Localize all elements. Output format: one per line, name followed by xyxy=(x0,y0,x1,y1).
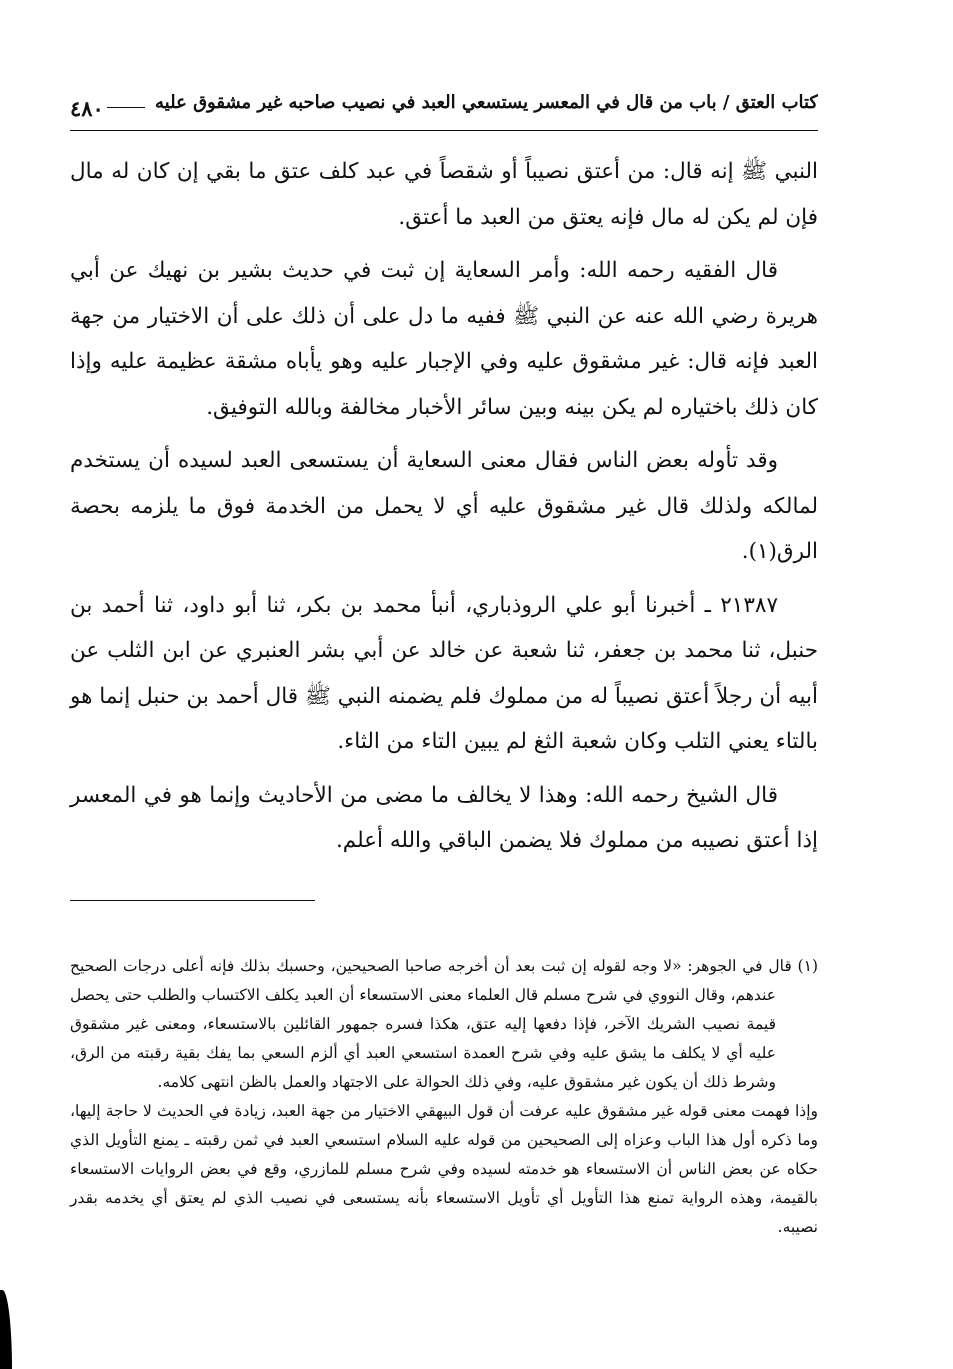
paragraph-4: ٢١٣٨٧ ـ أخبرنا أبو علي الروذباري، أنبأ محمد بن بكر، ثنا أبو داود، ثنا أحمد بن حنبل، ثنا محمد بن جعفر، ثنا شعبة عن خالد عن أبي بشر العنبري عن ابن الثلب عن أبيه أن رجلاً أعتق نصيباً له من مملوك فلم يضمنه النبي ﷺ قال أحمد بن حنبل إنما هو بالتاء يعني التلب وكان شعبة الثغ لم يبين التاء من الثاء. xyxy=(70,592,818,754)
main-text xyxy=(70,149,818,864)
paragraph-1: النبي ﷺ إنه قال: من أعتق نصيباً أو شقصاً في عبد كلف عتق ما بقي إن كان له مال فإن لم يكن له مال فإنه يعتق من العبد ما أعتق. xyxy=(70,159,818,230)
running-header xyxy=(70,92,818,131)
page-number: ٤٨٠ xyxy=(70,96,104,121)
footnote-separator xyxy=(70,900,315,901)
paragraph-2: قال الفقيه رحمه الله: وأمر السعاية إن ثبت في حديث بشير بن نهيك عن أبي هريرة رضي الله عنه عن النبي ﷺ ففيه ما دل على أن ذلك على أن الاختيار من جهة العبد فإنه قال: غير مشقوق عليه وفي الإجبار عليه وهو يأباه مشقة عظيمة عليه وإذا كان ذلك باختياره لم يكن بينه وبين سائر الأخبار مخالفة وبالله التوفيق. xyxy=(70,258,818,420)
paragraph-5: قال الشيخ رحمه الله: وهذا لا يخالف ما مضى من الأحاديث وإنما هو في المعسر إذا أعتق نصيبه من مملوك فلا يضمن الباقي والله أعلم. xyxy=(70,782,818,853)
paragraph-3: وقد تأوله بعض الناس فقال معنى السعاية أن يستسعى العبد لسيده أن يستخدم لمالكه ولذلك قال غير مشقوق عليه أي لا يحمل من الخدمة فوق ما يلزمه بحصة الرق(١). xyxy=(70,448,818,564)
footnote-1: (١) قال في الجوهر: «لا وجه لقوله إن ثبت بعد أن أخرجه صاحبا الصحيحين، وحسبك بذلك فإنه أعلى درجات الصحيح عندهم، وقال النووي في شرح مسلم قال العلماء معنى الاستسعاء أن العبد يكلف الاكتساب والطلب حتى يحصل قيمة نصيب الشريك الآخر، فإذا دفعها إليه عتق، هكذا فسره جمهور القائلين بالاستسعاء، ومعنى غير مشقوق عليه أي لا يكلف ما يشق عليه وفي شرح العمدة استسعي العبد أي ألزم السعي بما يفك بقية رقبته من الرق، وشرط ذلك أن يكون غير مشقوق عليه، وفي ذلك الحوالة على الاجتهاد والعمل بالظن انتهى كلامه. xyxy=(70,957,818,1091)
header-title: كتاب العتق / باب من قال في المعسر يستسعي العبد في نصيب صاحبه غير مشقوق عليه xyxy=(155,92,818,113)
scan-edge-mark xyxy=(0,1290,12,1369)
header-rule xyxy=(107,107,145,108)
footnote-1-continuation: وإذا فهمت معنى قوله غير مشقوق عليه عرفت أن قول البيهقي الاختيار من جهة العبد، زيادة في الحديث لا حاجة إليها، وما ذكره أول هذا الباب وعزاه إلى الصحيحين من قوله عليه السلام استسعي العبد في ثمن رقبته ـ يمنع التأويل الذي حكاه عن بعض الناس أن الاستسعاء هو خدمته لسيده وفي شرح مسلم للمازري، وقع في بعض الروايات الاستسعاء بالقيمة، وهذه الرواية تمنع هذا التأويل أي تأويل الاستسعاء بأنه يستسعى في نصيب الذي لم يعتق أي يخدمه بقدر نصيبه. xyxy=(70,1102,818,1236)
footnotes xyxy=(70,952,818,1242)
book-page xyxy=(70,92,818,1236)
